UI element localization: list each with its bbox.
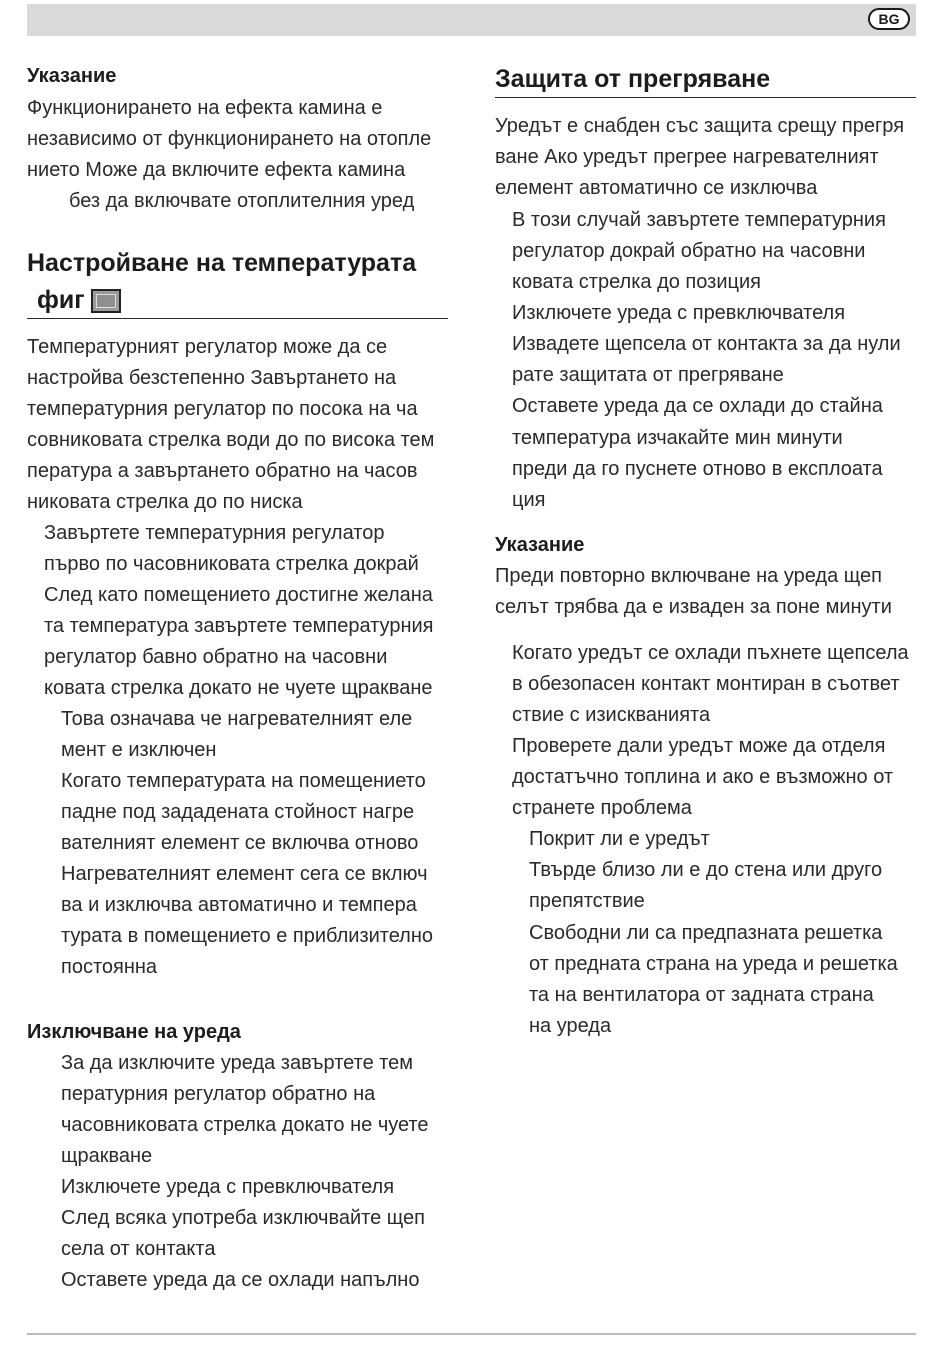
list-item: След като помещението достигне желана	[44, 584, 433, 606]
list-item: След всяка употреба изключвайте щеп	[61, 1207, 425, 1229]
note-heading: Указание	[27, 65, 117, 87]
list-item: Изключете уреда с превключвателя	[61, 1176, 395, 1198]
list-item: ствие с изискванията	[512, 704, 711, 726]
list-item: рате защитата от прегряване	[512, 364, 784, 386]
sub-list-item: вателният елемент се включва отново	[61, 832, 419, 854]
sub-list-item: падне под зададената стойност нагре	[61, 801, 415, 823]
note-line: нието Може да включите ефекта камина	[27, 159, 406, 181]
list-item: регулатор бавно обратно на часовни	[44, 646, 388, 668]
note-line: без да включвате отоплителния уред	[69, 190, 415, 212]
list-item: Проверете дали уредът може да отделя	[512, 735, 886, 757]
section-title-temperature: Настройване на температурата	[27, 249, 417, 277]
text-line: ване Ако уредът прегрее нагревателният	[495, 146, 879, 168]
section-divider	[495, 97, 916, 98]
section-title-overheat: Защита от прегряване	[495, 65, 771, 93]
list-item: ковата стрелка до позиция	[512, 271, 761, 293]
list-item: щракване	[61, 1145, 153, 1167]
text-line: Температурният регулатор може да се	[27, 336, 388, 358]
list-item: села от контакта	[61, 1238, 216, 1260]
sub-list-item: Твърде близо ли е до стена или друго	[529, 859, 883, 881]
list-item: достатъчно топлина и ако е възможно от	[512, 766, 894, 788]
list-item: Изключете уреда с превключвателя	[512, 302, 846, 324]
section-title-switch-off: Изключване на уреда	[27, 1021, 241, 1043]
note-heading: Указание	[495, 534, 585, 556]
text-line: пература а завъртането обратно на часов	[27, 460, 418, 482]
note-line: Преди повторно включване на уреда щеп	[495, 565, 882, 587]
list-item: В този случай завъртете температурния	[512, 209, 886, 231]
sub-list-item: Нагревателният елемент сега се включ	[61, 863, 428, 885]
text-line: настройва безстепенно Завъртането на	[27, 367, 397, 389]
list-item: температура изчакайте мин минути	[512, 427, 843, 449]
note-line: селът трябва да е изваден за поне минути	[495, 596, 892, 618]
text-line: совниковата стрелка води до по висока тем	[27, 429, 435, 451]
list-item: Извадете щепсела от контакта за да нули	[512, 333, 901, 355]
list-item: та температура завъртете температурния	[44, 615, 434, 637]
list-item: странете проблема	[512, 797, 692, 819]
section-title-fig: фиг	[37, 286, 85, 314]
sub-list-item: препятствие	[529, 890, 645, 912]
header-bar	[27, 4, 916, 36]
sub-list-item: Покрит ли е уредът	[529, 828, 710, 850]
section-divider	[27, 318, 448, 319]
list-item: регулатор докрай обратно на часовни	[512, 240, 866, 262]
sub-list-item: постоянна	[61, 956, 158, 978]
text-line: Уредът е снабден със защита срещу прегря	[495, 115, 905, 137]
language-badge: BG	[868, 8, 910, 30]
list-item: ция	[512, 489, 546, 511]
list-item: ковата стрелка докато не чуете щракване	[44, 677, 433, 699]
sub-list-item: турата в помещението е приблизително	[61, 925, 434, 947]
sub-list-item: мент е изключен	[61, 739, 217, 761]
note-line: независимо от функционирането на отопле	[27, 128, 432, 150]
list-item: Завъртете температурния регулатор	[44, 522, 385, 544]
text-line: температурния регулатор по посока на ча	[27, 398, 418, 420]
list-item: Когато уредът се охлади пъхнете щепсела	[512, 642, 909, 664]
sub-list-item: Това означава че нагревателният еле	[61, 708, 413, 730]
list-item: първо по часовниковата стрелка докрай	[44, 553, 419, 575]
sub-list-item: Свободни ли са предпазната решетка	[529, 922, 883, 944]
text-line: никовата стрелка до по ниска	[27, 491, 303, 513]
sub-list-item: та на вентилатора от задната страна	[529, 984, 874, 1006]
list-item: в обезопасен контакт монтиран в съответ	[512, 673, 900, 695]
sub-list-item: от предната страна на уреда и решетка	[529, 953, 898, 975]
footer-divider	[27, 1333, 916, 1335]
note-line: Функционирането на ефекта камина е	[27, 97, 383, 119]
list-item: часовниковата стрелка докато не чуете	[61, 1114, 429, 1136]
sub-list-item: на уреда	[529, 1015, 612, 1037]
list-item: пературния регулатор обратно на	[61, 1083, 376, 1105]
list-item: Оставете уреда да се охлади напълно	[61, 1269, 420, 1291]
list-item: За да изключите уреда завъртете тем	[61, 1052, 414, 1074]
sub-list-item: Когато температурата на помещението	[61, 770, 426, 792]
text-line: елемент автоматично се изключва	[495, 177, 818, 199]
list-item: Оставете уреда да се охлади до стайна	[512, 395, 883, 417]
figure-reference-icon	[91, 289, 121, 313]
sub-list-item: ва и изключва автоматично и темпера	[61, 894, 417, 916]
list-item: преди да го пуснете отново в експлоата	[512, 458, 883, 480]
